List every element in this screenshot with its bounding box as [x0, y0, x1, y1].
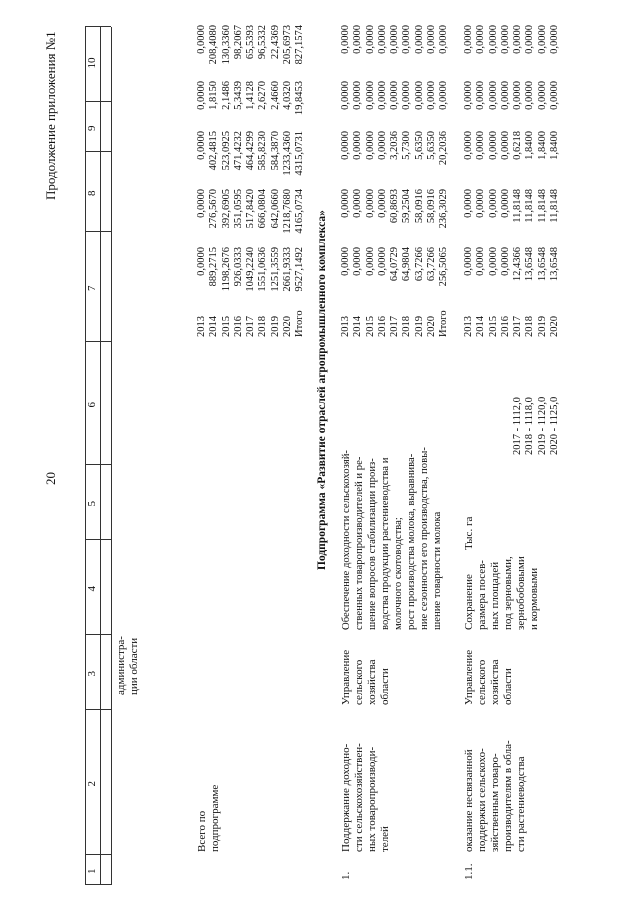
cell-value: 0,0000: [364, 131, 376, 160]
cell-value: 0,0000: [340, 247, 351, 276]
cell-value: 2014: [352, 316, 364, 337]
cell-value: 5,7300: [401, 131, 413, 160]
cell-value: 584,3870: [269, 131, 281, 171]
header-column-number: 7: [86, 285, 98, 291]
total-col8: [196, 189, 307, 247]
cell-value: 0,0000: [499, 131, 511, 160]
cell-value: 4165,0734: [294, 189, 306, 234]
cell-value: 0,0000: [463, 189, 474, 218]
cell-value: 0,0000: [413, 25, 425, 54]
cell-value: 0,0000: [438, 81, 450, 110]
cell-value: 5,6350: [413, 131, 425, 160]
cell-value: 2020: [426, 316, 438, 337]
cell-value: 0,0000: [340, 81, 351, 110]
header-column-divider: [85, 341, 111, 342]
row1-executor: Управление сельского хозяйства области: [340, 649, 391, 705]
cell-value: 0,0000: [426, 81, 438, 110]
row1-years: [340, 310, 451, 337]
header-column-divider: [85, 151, 111, 152]
cell-value: 276,5670: [208, 189, 220, 229]
cell-value: 827,1574: [294, 25, 306, 65]
row1-name: Поддержание доходно- сти сельскохозяйствен- ных товаропроизводи- телей: [340, 743, 391, 852]
cell-value: 0,0000: [512, 81, 524, 110]
cell-value: 0,0000: [364, 189, 376, 218]
cell-value: 517,8420: [245, 189, 257, 229]
page-number: 20: [43, 472, 58, 485]
header-column-number: 10: [86, 57, 98, 69]
cell-value: 2014: [208, 316, 220, 337]
cell-value: 63,7266: [426, 247, 438, 282]
cell-value: 2017 - 1112,0: [512, 397, 523, 455]
row11-col11: [463, 25, 561, 81]
cell-value: 208,4080: [208, 25, 220, 65]
cell-value: 2018: [257, 316, 269, 337]
cell-value: 1,8400: [536, 131, 548, 160]
row1-indicator: Обеспечение доходности сельскохозяй- ственных товаропроизводителей и ре- шение вопросов стабилизации произ- водства продукции растениеводства и молочного скотоводства; рост производства молока, выравнива- ние сезонности его производства, повы- шение товарности молока: [340, 447, 443, 630]
cell-value: 0,0000: [549, 81, 561, 110]
cell-value: 98,2067: [232, 25, 244, 60]
cell-value: 63,7266: [413, 247, 425, 282]
cell-value: 351,0595: [232, 189, 244, 229]
cell-value: 12,4366: [512, 247, 524, 282]
cell-value: 0,0000: [352, 81, 364, 110]
cell-value: 1,8400: [549, 131, 561, 160]
row11-unit: Тыс. га: [463, 516, 475, 550]
cell-value: 20,2036: [438, 131, 450, 166]
cell-value: 0,0000: [499, 81, 511, 110]
header-column-divider: [85, 464, 111, 465]
cell-value: 0,0000: [438, 25, 450, 54]
header-column-divider: [85, 854, 111, 855]
header-column-divider: [85, 101, 111, 102]
cell-value: 0,0000: [352, 25, 364, 54]
header-column-divider: [85, 709, 111, 710]
cell-value: 0,0000: [463, 131, 474, 160]
header-column-number: 1: [86, 868, 98, 874]
cell-value: 2015: [220, 316, 232, 337]
cell-value: 1251,3559: [269, 247, 281, 292]
cell-value: 0,0000: [364, 247, 376, 276]
header-column-number: 4: [86, 586, 98, 592]
header-bottom-line: [100, 27, 101, 885]
row1-col9: [340, 131, 451, 189]
header-column-number: 6: [86, 402, 98, 408]
cell-value: 0,0000: [487, 247, 499, 276]
header-lower-line: [111, 27, 112, 885]
appendix-note: Продолжение приложения №1: [43, 31, 58, 200]
cell-value: 236,3029: [438, 189, 450, 229]
total-col10: [196, 81, 307, 131]
header-column-divider: [85, 634, 111, 635]
cell-value: 2,1486: [220, 81, 232, 110]
cell-value: 2017: [245, 316, 257, 337]
cell-value: 2017: [389, 316, 401, 337]
total-col9: [196, 131, 307, 189]
header-column-divider: [85, 884, 111, 885]
cell-value: 0,0000: [364, 81, 376, 110]
cell-value: 11,8148: [549, 189, 561, 223]
cell-value: 1551,0636: [257, 247, 269, 292]
cell-value: 1,8400: [524, 131, 536, 160]
header-column-divider: [85, 539, 111, 540]
cell-value: 926,0333: [232, 247, 244, 287]
cell-value: 0,0000: [352, 131, 364, 160]
cell-value: 0,0000: [352, 247, 364, 276]
cell-value: 2016: [232, 316, 244, 337]
cell-value: 1049,2240: [245, 247, 257, 292]
header-column-number: 3: [86, 671, 98, 677]
cell-value: 2019: [536, 316, 548, 337]
cell-value: 0,0000: [524, 25, 536, 54]
cell-value: Итого: [438, 310, 450, 337]
cell-value: 0,0000: [487, 131, 499, 160]
cell-value: 0,0000: [499, 25, 511, 54]
cell-value: 0,0000: [389, 25, 401, 54]
cell-value: 13,6548: [536, 247, 548, 282]
cell-value: 0,0000: [376, 189, 388, 218]
cell-value: 0,0000: [340, 25, 351, 54]
cell-value: 2015: [364, 316, 376, 337]
cell-value: 0,0000: [340, 189, 351, 218]
cell-value: 0,0000: [536, 81, 548, 110]
cell-value: 0,0000: [475, 131, 487, 160]
cell-value: 2020 - 1125,0: [548, 396, 560, 455]
cell-value: 2,4660: [269, 81, 281, 110]
cell-value: 0,6218: [512, 131, 524, 160]
cell-value: 1198,2676: [220, 247, 232, 292]
header-column-number: 5: [86, 501, 98, 507]
cell-value: 666,0804: [257, 189, 269, 229]
cell-value: 2018 - 1118,0: [524, 397, 536, 455]
cell-value: 0,0000: [196, 25, 207, 54]
cell-value: 5,6350: [426, 131, 438, 160]
row1-col7: [340, 247, 451, 305]
cell-value: 523,0925: [220, 131, 232, 171]
cell-value: 0,0000: [475, 25, 487, 54]
row11-years: [463, 316, 561, 337]
cell-value: 0,0000: [475, 247, 487, 276]
total-col7: [196, 247, 307, 305]
row11-col7: [463, 247, 561, 305]
cell-value: 0,0000: [401, 81, 413, 110]
cell-value: 0,0000: [463, 25, 474, 54]
cell-value: 11,8148: [524, 189, 536, 223]
row11-indicator: Сохранение размера посев- ных площадей под зерновыми, зернобобовыми и кормовыми: [463, 556, 540, 630]
header-column-divider: [85, 231, 111, 232]
cell-value: 96,5332: [257, 25, 269, 60]
admin-continuation: администра- ции области: [115, 636, 140, 695]
cell-value: 0,0000: [376, 25, 388, 54]
cell-value: 0,0000: [463, 81, 474, 110]
row11-col9: [463, 131, 561, 189]
cell-value: 0,0000: [340, 131, 351, 160]
cell-value: 0,0000: [364, 25, 376, 54]
cell-value: 2,6270: [257, 81, 269, 110]
cell-value: 0,0000: [536, 25, 548, 54]
row1-col8: [340, 189, 451, 247]
cell-value: 1,8150: [208, 81, 220, 110]
cell-value: 2013: [196, 316, 207, 337]
cell-value: 64,9804: [401, 247, 413, 282]
cell-value: 60,8693: [389, 189, 401, 224]
header-column-number: 9: [86, 125, 98, 131]
cell-value: 0,0000: [475, 189, 487, 218]
subprogram-title: Подпрограмма «Развитие отраслей агропромышленного комплекса»: [316, 210, 328, 570]
cell-value: 58,0916: [426, 189, 438, 224]
cell-value: 1218,7680: [282, 189, 294, 234]
cell-value: 471,4232: [232, 131, 244, 171]
row1-col11: [340, 25, 451, 81]
row11-name: оказание несвязанной поддержки сельскохо- зяйственным товаро- производителям в обла- сти растениеводства: [463, 740, 527, 852]
cell-value: 13,6548: [524, 247, 536, 282]
cell-value: 256,5065: [438, 247, 450, 287]
cell-value: 59,2504: [401, 189, 413, 224]
cell-value: 2019: [269, 316, 281, 337]
header-column-divider: [85, 26, 111, 27]
cell-value: 65,5393: [245, 25, 257, 60]
cell-value: 11,8148: [512, 189, 524, 223]
cell-value: 0,0000: [352, 189, 364, 218]
cell-value: 0,0000: [401, 25, 413, 54]
cell-value: Итого: [294, 310, 306, 337]
cell-value: 0,0000: [487, 81, 499, 110]
cell-value: 0,0000: [376, 247, 388, 276]
header-top-line: [85, 27, 86, 885]
cell-value: 0,0000: [196, 247, 207, 276]
cell-value: 19,8453: [294, 81, 306, 116]
cell-value: 889,2715: [208, 247, 220, 287]
cell-value: 2014: [475, 316, 487, 337]
cell-value: 13,6548: [549, 247, 561, 282]
cell-value: 642,0660: [269, 189, 281, 229]
cell-value: 0,0000: [376, 131, 388, 160]
cell-value: 0,0000: [512, 25, 524, 54]
cell-value: 5,3439: [232, 81, 244, 110]
cell-value: 3,2036: [389, 131, 401, 160]
cell-value: 0,0000: [549, 25, 561, 54]
cell-value: 205,6973: [282, 25, 294, 65]
header-column-number: 2: [86, 781, 98, 787]
cell-value: 0,0000: [196, 131, 207, 160]
cell-value: 0,0000: [376, 81, 388, 110]
cell-value: 2015: [487, 316, 499, 337]
cell-value: 0,0000: [487, 25, 499, 54]
row11-col8: [463, 189, 561, 247]
cell-value: 1233,4360: [282, 131, 294, 176]
cell-value: 0,0000: [524, 81, 536, 110]
cell-value: 2016: [376, 316, 388, 337]
row11-executor: Управление сельского хозяйства области: [463, 649, 514, 705]
cell-value: 9527,1492: [294, 247, 306, 292]
row11-col10: [463, 81, 561, 131]
cell-value: 0,0000: [196, 189, 207, 218]
cell-value: 2020: [282, 316, 294, 337]
cell-value: 11,8148: [536, 189, 548, 223]
cell-value: 0,0000: [499, 189, 511, 218]
cell-value: 0,0000: [426, 25, 438, 54]
cell-value: 64,0729: [389, 247, 401, 282]
total-col11: [196, 25, 307, 81]
cell-value: 0,0000: [389, 81, 401, 110]
total-label: Всего по подпрограмме: [196, 784, 221, 852]
cell-value: 22,4369: [269, 25, 281, 60]
cell-value: 2016: [499, 316, 511, 337]
cell-value: 2018: [524, 316, 536, 337]
cell-value: 1,4128: [245, 81, 257, 110]
cell-value: 0,0000: [463, 247, 474, 276]
cell-value: 2020: [549, 316, 561, 337]
cell-value: 2018: [401, 316, 413, 337]
cell-value: 585,8230: [257, 131, 269, 171]
cell-value: 0,0000: [487, 189, 499, 218]
cell-value: 402,4815: [208, 131, 220, 171]
cell-value: 0,0000: [196, 81, 207, 110]
row11-number: 1.1.: [463, 863, 475, 880]
cell-value: 392,6905: [220, 189, 232, 229]
cell-value: 2019 - 1120,0: [536, 396, 548, 455]
cell-value: 4315,0731: [294, 131, 306, 176]
cell-value: 2013: [340, 316, 351, 337]
row1-col10: [340, 81, 451, 131]
row11-targets: [512, 397, 561, 455]
cell-value: 2661,9333: [282, 247, 294, 292]
total-years: [196, 310, 307, 337]
cell-value: 464,4299: [245, 131, 257, 171]
row1-number: 1.: [340, 871, 352, 880]
cell-value: 0,0000: [475, 81, 487, 110]
header-column-number: 8: [86, 190, 98, 196]
cell-value: 130,3360: [220, 25, 232, 65]
cell-value: 58,0916: [413, 189, 425, 224]
cell-value: 0,0000: [499, 247, 511, 276]
cell-value: 2017: [512, 316, 524, 337]
cell-value: 2013: [463, 316, 474, 337]
cell-value: 0,0000: [413, 81, 425, 110]
cell-value: 2019: [413, 316, 425, 337]
cell-value: 4,0320: [282, 81, 294, 110]
